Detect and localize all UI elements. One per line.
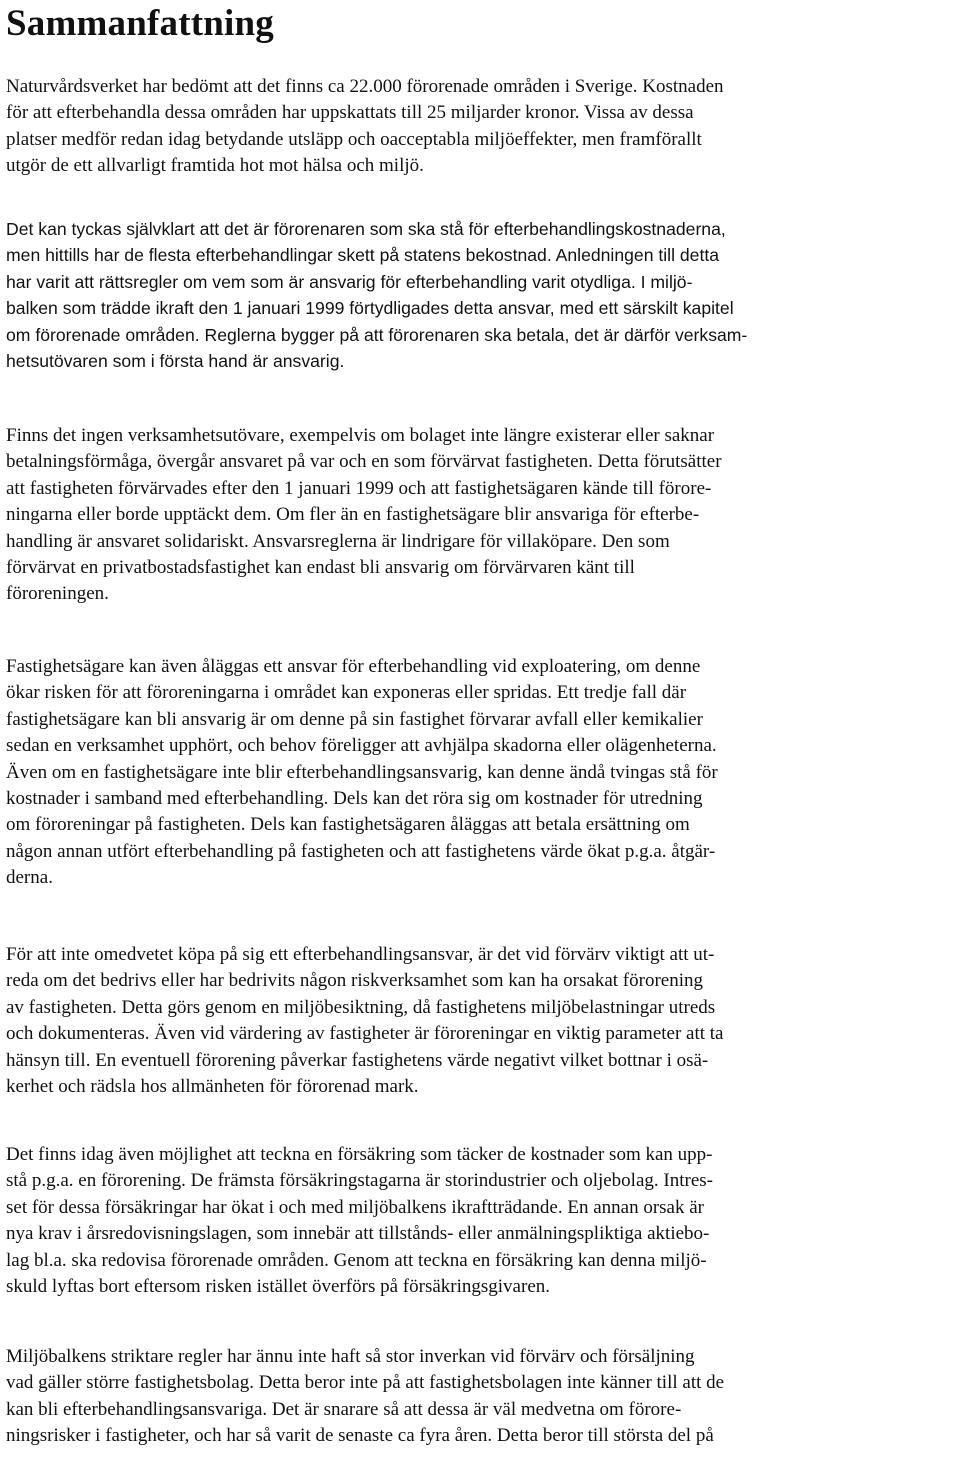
text-line: Även om en fastighetsägare inte blir efterbehandlingsansvarig, kan denne ändå tvingas stå för (6, 761, 718, 783)
text-line: hänsyn till. En eventuell förorening påverkar fastighetens värde negativt vilket bottnar i osä- (6, 1049, 709, 1071)
text-line: stå p.g.a. en förorening. De främsta försäkringstagarna är storindustrier och oljebolag. Intres- (6, 1170, 713, 1192)
text-line: av fastigheten. Detta görs genom en miljöbesiktning, då fastighetens miljöbelastningar utreds (6, 996, 716, 1018)
text-line: Det finns idag även möjlighet att teckna en försäkring som täcker de kostnader som kan upp- (6, 1144, 713, 1165)
text-line: nya krav i årsredovisningslagen, som innebär att tillstånds- eller anmälningspliktiga aktiebo- (6, 1223, 710, 1245)
text-line: Det kan tyckas självklart att det är förorenaren som ska stå för efterbehandlingskostnaderna, (6, 219, 726, 239)
text-line: någon annan utfört efterbehandling på fastigheten och att fastighetens värde ökat p.g.a. åtgär- (6, 840, 716, 862)
text-line: ningsrisker i fastigheter, och har så varit de senaste ca fyra åren. Detta beror till största del på (6, 1425, 714, 1447)
text-line: betalningsförmåga, övergår ansvaret på var och en som förvärvat fastigheten. Detta förutsätter (6, 451, 722, 473)
text-line: fastighetsägare kan bli ansvarig är om denne på sin fastighet förvarar avfall eller kemikalier (6, 708, 703, 730)
paragraph-2 (6, 216, 951, 374)
text-line: ningarna eller borde upptäckt dem. Om fler än en fastighetsägare blir ansvariga för efterbe- (6, 504, 700, 526)
text-line: hetsutövaren som i första hand är ansvarig. (6, 351, 345, 372)
text-line: derna. (6, 867, 53, 889)
text-line: platser medför redan idag betydande utsläpp och oacceptabla miljöeffekter, men framförallt (6, 128, 702, 150)
page-title: Sammanfattning (6, 3, 274, 44)
text-line: föroreningen. (6, 583, 109, 605)
text-line: att fastigheten förvärvades efter den 1 januari 1999 och att fastighetsägaren kände till förore- (6, 477, 712, 499)
text-line: handling är ansvaret solidariskt. Ansvarsreglerna är lindrigare för villaköpare. Den som (6, 530, 670, 552)
text-line: och dokumenteras. Även vid värdering av fastigheter är föroreningar en viktig parameter att ta (6, 1023, 724, 1045)
text-line: set för dessa försäkringar har ökat i och med miljöbalkens ikraftträdande. En annan orsak är (6, 1196, 704, 1218)
paragraph-3 (6, 423, 951, 608)
text-line: har varit att rättsregler om vem som är ansvarig för efterbehandling varit otydliga. I miljö- (6, 271, 693, 292)
text-line: skuld lyftas bort eftersom risken istället överförs på försäkringsgivaren. (6, 1276, 550, 1298)
text-line: Naturvårdsverket har bedömt att det finns ca 22.000 förorenade områden i Sverige. Kostnaden (6, 76, 724, 97)
paragraph-1 (6, 74, 951, 180)
paragraph-7 (6, 1344, 951, 1450)
text-line: ökar risken för att föroreningarna i området kan exponeras eller spridas. Ett tredje fall där (6, 682, 687, 704)
text-line: förvärvat en privatbostadsfastighet kan endast bli ansvarig om förvärvaren känt till (6, 557, 635, 579)
text-line: utgör de ett allvarligt framtida hot mot hälsa och miljö. (6, 155, 424, 177)
text-line: om förorenade områden. Reglerna bygger på att förorenaren ska betala, det är därför verksam- (6, 324, 748, 345)
text-line: men hittills har de flesta efterbehandlingar skett på statens bekostnad. Anledningen till detta (6, 245, 720, 266)
text-line: lag bl.a. ska redovisa förorenade områden. Genom att teckna en försäkring kan denna miljö- (6, 1249, 707, 1271)
text-line: För att inte omedvetet köpa på sig ett efterbehandlingsansvar, är det vid förvärv viktigt att ut- (6, 944, 715, 965)
text-line: Fastighetsägare kan även åläggas ett ansvar för efterbehandling vid exploatering, om denne (6, 656, 701, 677)
text-line: Finns det ingen verksamhetsutövare, exempelvis om bolaget inte längre existerar eller saknar (6, 425, 715, 446)
text-line: för att efterbehandla dessa områden har uppskattats till 25 miljarder kronor. Vissa av dessa (6, 102, 694, 124)
text-line: balken som trädde ikraft den 1 januari 1999 förtydligades detta ansvar, med ett särskilt kapitel (6, 298, 734, 319)
text-line: Miljöbalkens striktare regler har ännu inte haft så stor inverkan vid förvärv och försäljning (6, 1346, 695, 1367)
paragraph-4 (6, 654, 951, 892)
text-line: vad gäller större fastighetsbolag. Detta beror inte på att fastighetsbolagen inte känner till att de (6, 1372, 725, 1394)
text-line: kerhet och rädsla hos allmänheten för förorenad mark. (6, 1076, 419, 1098)
text-line: sedan en verksamhet upphört, och behov föreligger att avhjälpa skadorna eller olägenheterna. (6, 735, 717, 757)
text-line: reda om det bedrivs eller har bedrivits någon riskverksamhet som kan ha orsakat förorening (6, 970, 703, 992)
paragraph-5 (6, 942, 951, 1100)
paragraph-6 (6, 1142, 951, 1300)
text-line: om föroreningar på fastigheten. Dels kan fastighetsägaren åläggas att betala ersättning om (6, 814, 690, 836)
text-line: kostnader i samband med efterbehandling. Dels kan det röra sig om kostnader för utredning (6, 788, 703, 810)
text-line: kan bli efterbehandlingsansvariga. Det är snarare så att dessa är väl medvetna om förore- (6, 1398, 682, 1420)
